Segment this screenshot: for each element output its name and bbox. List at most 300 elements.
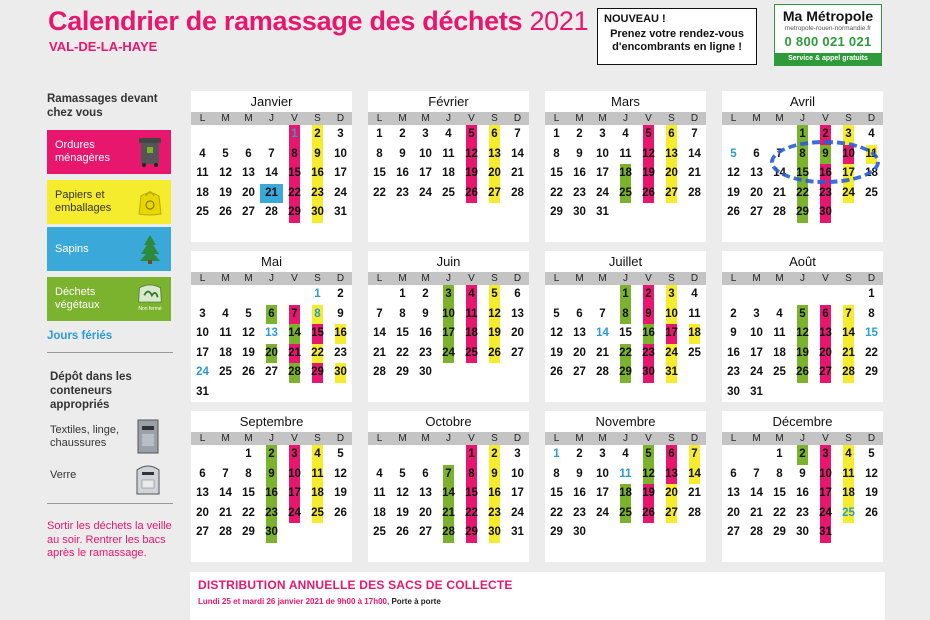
calendar-day: 2 [491, 448, 498, 460]
calendar-day: 10 [196, 327, 209, 339]
calendar-day: 26 [642, 506, 655, 519]
calendar-day: 18 [865, 167, 878, 179]
calendar-day: 26 [642, 186, 655, 199]
calendar-day: 31 [819, 526, 832, 538]
calendar-day: 2 [822, 128, 829, 140]
weekday-label: S [668, 113, 675, 124]
calendar-day: 2 [576, 448, 583, 460]
calendar-day: 7 [291, 307, 298, 320]
month-name: Octobre [425, 414, 472, 429]
tree-icon [133, 232, 167, 266]
weekday-label: M [752, 273, 761, 284]
weekday-label: D [336, 433, 345, 444]
calendar-day: 13 [819, 327, 832, 339]
calendar-day: 5 [730, 147, 737, 160]
weekday-label: V [645, 113, 652, 124]
calendar-day: 11 [196, 167, 209, 179]
collection-note: Sortir les déchets la veille au soir. Rentrer les bacs après le ramassage. [47, 520, 172, 559]
calendar-day: 16 [642, 327, 655, 339]
calendar-day: 22 [796, 186, 809, 199]
weekday-label: J [446, 113, 451, 124]
calendar-day: 4 [468, 288, 475, 300]
calendar-day: 27 [665, 506, 678, 519]
calendar-day: 20 [265, 346, 278, 359]
calendar-day: 23 [419, 346, 432, 359]
weekday-label: L [730, 433, 737, 444]
calendar-day: 21 [842, 346, 855, 359]
calendar-day: 26 [488, 346, 501, 359]
calendar-day: 27 [265, 366, 278, 378]
calendar-day: 6 [753, 147, 760, 160]
weekday-label: V [291, 273, 298, 284]
calendar-day: 5 [645, 128, 652, 140]
verre-label: Verre [50, 469, 77, 481]
calendar-day: 11 [842, 467, 855, 480]
calendar-day: 10 [596, 467, 609, 480]
calendar-day: 7 [691, 128, 698, 140]
calendar-day: 1 [399, 288, 406, 300]
calendar-day: 25 [465, 346, 478, 359]
month-juin [368, 251, 529, 402]
calendar-day: 10 [750, 327, 763, 339]
weekday-label: M [775, 433, 784, 444]
glass-container-icon [133, 460, 163, 501]
calendar-day: 21 [373, 346, 386, 359]
metropole-url: metropole-rouen-normandie.fr [784, 25, 872, 32]
calendar-day: 27 [242, 206, 255, 218]
calendar-day: 7 [268, 147, 275, 160]
weekday-header [722, 432, 883, 445]
calendar-day: 23 [796, 506, 809, 519]
calendar-day: 7 [514, 128, 521, 140]
calendar-day: 3 [337, 128, 344, 140]
calendar-day: 26 [242, 366, 255, 378]
calendar-day: 2 [730, 307, 737, 320]
calendar-day: 4 [376, 467, 383, 480]
calendar-day: 16 [727, 346, 740, 359]
calendar-day: 14 [596, 327, 609, 339]
month-octobre [368, 411, 529, 562]
calendar-day: 12 [550, 327, 563, 339]
calendar-day: 6 [245, 147, 252, 160]
calendar-day: 11 [442, 147, 455, 160]
calendar-day: 25 [373, 526, 386, 538]
calendar-day: 8 [799, 147, 806, 160]
calendar-day: 21 [688, 487, 701, 499]
calendar-day: 31 [196, 385, 209, 398]
calendar-day: 2 [268, 448, 275, 460]
calendar-day: 31 [665, 366, 678, 378]
weekday-label: D [336, 113, 345, 124]
day-grid [722, 285, 883, 402]
calendar-day: 9 [822, 147, 829, 160]
day-grid [722, 445, 883, 562]
weekday-header [368, 272, 529, 285]
weekday-label: J [623, 113, 628, 124]
calendar-day: 16 [311, 167, 324, 179]
weekday-label: L [376, 433, 383, 444]
calendar-day: 29 [288, 206, 301, 218]
calendar-day: 15 [242, 487, 255, 499]
calendar-day: 13 [727, 487, 740, 499]
calendar-day: 20 [419, 506, 432, 519]
month-name: Août [789, 254, 816, 269]
calendar-day: 24 [750, 366, 763, 378]
calendar-day: 31 [750, 385, 763, 398]
textile-container-icon [136, 418, 160, 459]
calendar-day: 27 [573, 366, 586, 378]
month-novembre [545, 411, 706, 562]
calendar-day: 22 [619, 346, 632, 359]
weekday-label: V [822, 433, 829, 444]
weekday-label: J [623, 273, 628, 284]
weekday-label: L [553, 273, 560, 284]
calendar-day: 2 [576, 128, 583, 140]
calendar-day: 24 [596, 186, 609, 199]
calendar-day: 18 [842, 487, 855, 499]
calendar-day: 15 [773, 487, 786, 499]
calendar-day: 30 [419, 366, 432, 378]
calendar-day: 12 [642, 147, 655, 160]
calendar-day: 10 [596, 147, 609, 160]
calendar-day: 25 [196, 206, 209, 218]
calendar-day: 29 [865, 366, 878, 378]
calendar-day: 8 [868, 307, 875, 320]
weekday-label: J [446, 433, 451, 444]
distribution-details [198, 597, 877, 606]
calendar-day: 5 [245, 307, 252, 320]
calendar-day: 24 [334, 186, 347, 199]
calendar-day: 22 [373, 186, 386, 199]
calendar-day: 12 [796, 327, 809, 339]
calendar-day: 27 [665, 186, 678, 199]
weekday-label: L [199, 273, 206, 284]
calendar-day: 3 [753, 307, 760, 320]
weekday-label: M [398, 433, 407, 444]
calendar-day: 12 [334, 467, 347, 480]
calendar-day: 1 [553, 448, 560, 460]
calendar-day: 2 [337, 288, 344, 300]
calendar-day: 19 [465, 167, 478, 179]
calendar-day: 2 [314, 128, 321, 140]
month-name: Septembre [239, 414, 304, 429]
calendar-day: 8 [622, 307, 629, 320]
calendar-day: 28 [596, 366, 609, 378]
calendar-day: 1 [376, 128, 383, 140]
calendar-day: 19 [334, 487, 347, 499]
calendar-day: 22 [865, 346, 878, 359]
calendar-day: 21 [773, 186, 786, 199]
calendar-day: 21 [288, 346, 301, 359]
calendar-day: 21 [219, 506, 232, 519]
calendar-day: 15 [288, 167, 301, 179]
calendar-day: 19 [396, 506, 409, 519]
calendar-day: 21 [511, 167, 524, 179]
calendar-day: 24 [288, 506, 301, 519]
metropole-phone: 0 800 021 021 [784, 34, 872, 49]
calendar-day: 22 [396, 346, 409, 359]
weekday-label: S [845, 113, 852, 124]
calendar-day: 8 [553, 147, 560, 160]
calendar-day: 5 [799, 307, 806, 320]
calendar-day: 16 [265, 487, 278, 499]
calendar-day: 7 [691, 448, 698, 460]
title-text: Calendrier de ramassage des déchets [48, 6, 523, 36]
weekday-header [191, 432, 352, 445]
calendar-day: 23 [334, 346, 347, 359]
calendar-day: 19 [727, 186, 740, 199]
calendar-day: 3 [599, 128, 606, 140]
calendar-day: 9 [337, 307, 344, 320]
calendar-day: 10 [842, 147, 855, 160]
distribution-dates: Lundi 25 et mardi 26 janvier 2021 de 9h00 à 17h00, [198, 597, 390, 606]
weekday-label: D [867, 113, 876, 124]
weekday-label: M [575, 273, 584, 284]
weekday-header [368, 432, 529, 445]
weekday-label: V [822, 273, 829, 284]
calendar-day: 7 [845, 307, 852, 320]
calendar-day: 30 [573, 206, 586, 218]
weekday-label: J [269, 113, 274, 124]
weekday-label: M [752, 113, 761, 124]
calendar-day: 15 [396, 327, 409, 339]
calendar-day: 12 [727, 167, 740, 179]
calendar-day: 11 [773, 327, 786, 339]
month-name: Juillet [608, 254, 643, 269]
calendar-day: 27 [488, 186, 501, 199]
calendar-day: 1 [868, 288, 875, 300]
calendar-day: 19 [242, 346, 255, 359]
calendar-day: 4 [199, 147, 206, 160]
weekday-label: M [752, 433, 761, 444]
calendar-day: 14 [265, 167, 278, 179]
calendar-day: 29 [311, 366, 324, 378]
calendar-day: 13 [265, 327, 278, 339]
calendar-day: 2 [645, 288, 652, 300]
calendar-day: 25 [311, 506, 324, 519]
calendar-day: 5 [468, 128, 475, 140]
calendar-day: 24 [511, 506, 524, 519]
calendar-day: 27 [727, 526, 740, 538]
calendar-day: 24 [419, 186, 432, 199]
calendar-day: 19 [488, 327, 501, 339]
calendar-day: 9 [422, 307, 429, 320]
calendar-day: 13 [665, 467, 678, 480]
calendar-day: 16 [396, 167, 409, 179]
calendar-day: 3 [845, 128, 852, 140]
weekday-label: J [269, 273, 274, 284]
calendar-day: 4 [445, 128, 452, 140]
calendar-day: 25 [688, 346, 701, 359]
legend-om-label: Ordures ménagères [55, 139, 111, 164]
weekday-label: M [421, 273, 430, 284]
month-name: Novembre [595, 414, 656, 429]
legend-pap-label: Papiers et emballages [55, 189, 112, 214]
calendar-day: 14 [373, 327, 386, 339]
weekday-label: M [421, 433, 430, 444]
calendar-day: 8 [468, 467, 475, 480]
calendar-day: 17 [819, 487, 832, 499]
calendar-day: 30 [311, 206, 324, 218]
month-name: Mai [261, 254, 282, 269]
calendar-day: 22 [550, 506, 563, 519]
calendar-day: 11 [619, 147, 632, 160]
calendar-day: 20 [750, 186, 763, 199]
calendar-day: 5 [868, 448, 875, 460]
hand-drawn-circle [770, 140, 880, 184]
day-grid [191, 445, 352, 562]
calendar-day: 30 [573, 526, 586, 538]
calendar-day: 29 [550, 206, 563, 218]
calendar-day: 15 [865, 327, 878, 339]
calendar-day: 15 [796, 167, 809, 179]
calendar-day: 17 [596, 167, 609, 179]
calendar-day: 6 [199, 467, 206, 480]
calendar-day: 21 [442, 506, 455, 519]
calendar-day: 17 [596, 487, 609, 499]
weekday-label: M [398, 113, 407, 124]
calendar-day: 4 [845, 448, 852, 460]
calendar-day: 22 [773, 506, 786, 519]
calendar-day: 26 [727, 206, 740, 218]
calendar-day: 12 [396, 487, 409, 499]
calendar-day: 16 [573, 487, 586, 499]
day-grid [545, 445, 706, 562]
calendar-day: 12 [219, 167, 232, 179]
calendar-day: 6 [668, 128, 675, 140]
calendar-day: 17 [334, 167, 347, 179]
calendar-day: 16 [573, 167, 586, 179]
calendar-day: 8 [376, 147, 383, 160]
calendar-day: 3 [514, 448, 521, 460]
weekday-header [545, 112, 706, 125]
distribution-box [190, 572, 885, 620]
calendar-day: 31 [334, 206, 347, 218]
calendar-day: 3 [291, 448, 298, 460]
weekday-label: J [800, 273, 805, 284]
calendar-day: 9 [491, 467, 498, 480]
calendar-day: 15 [465, 487, 478, 499]
month-name: Décembre [772, 414, 833, 429]
weekday-header [545, 432, 706, 445]
calendar-day: 8 [399, 307, 406, 320]
calendar-day: 13 [750, 167, 763, 179]
weekday-label: V [645, 273, 652, 284]
calendar-day: 18 [619, 487, 632, 499]
weekday-label: D [513, 433, 522, 444]
calendar-day: 3 [422, 128, 429, 140]
calendar-day: 21 [596, 346, 609, 359]
calendar-day: 5 [645, 448, 652, 460]
calendar-day: 26 [465, 186, 478, 199]
calendar-day: 3 [599, 448, 606, 460]
weekday-label: S [314, 273, 321, 284]
calendar-day: 9 [268, 467, 275, 480]
weekday-label: L [199, 433, 206, 444]
calendar-day: 18 [196, 186, 209, 199]
weekday-label: M [421, 113, 430, 124]
calendar-day: 10 [819, 467, 832, 480]
weekday-label: M [221, 433, 230, 444]
calendar-day: 16 [819, 167, 832, 179]
calendar-day: 10 [334, 147, 347, 160]
day-grid [191, 125, 352, 242]
calendar-day: 20 [488, 167, 501, 179]
day-grid [368, 445, 529, 562]
calendar-day: 30 [819, 206, 832, 218]
metropole-logo [774, 4, 882, 66]
weekday-label: D [867, 273, 876, 284]
calendar-day: 7 [753, 467, 760, 480]
calendar-day: 13 [242, 167, 255, 179]
calendar-day: 24 [442, 346, 455, 359]
news-heading: NOUVEAU ! [604, 13, 666, 25]
metropole-name: Ma Métropole [782, 8, 874, 24]
weekday-label: L [730, 113, 737, 124]
weekday-label: S [314, 433, 321, 444]
calendar-day: 19 [796, 346, 809, 359]
legend-sapins [47, 227, 171, 271]
calendar-day: 23 [573, 506, 586, 519]
calendar-day: 21 [260, 184, 283, 204]
calendar-day: 16 [334, 327, 347, 339]
calendar-day: 4 [222, 307, 229, 320]
calendar-day: 26 [396, 526, 409, 538]
calendar-day: 29 [396, 366, 409, 378]
weekday-label: M [598, 113, 607, 124]
calendar-day: 28 [442, 526, 455, 538]
calendar-day: 20 [665, 167, 678, 179]
weekday-label: M [775, 273, 784, 284]
weekday-label: S [491, 273, 498, 284]
calendar-day: 3 [199, 307, 206, 320]
calendar-day: 22 [288, 186, 301, 199]
weekday-label: S [491, 433, 498, 444]
calendar-day: 2 [422, 288, 429, 300]
calendar-day: 1 [291, 128, 298, 140]
calendar-day: 18 [442, 167, 455, 179]
calendar-day: 26 [334, 506, 347, 519]
weekday-label: J [446, 273, 451, 284]
calendar-day: 12 [865, 467, 878, 480]
weekday-label: V [291, 113, 298, 124]
calendar-day: 15 [550, 167, 563, 179]
calendar-day: 7 [776, 147, 783, 160]
weekday-label: J [269, 433, 274, 444]
calendar-day: 4 [622, 128, 629, 140]
weekday-label: D [690, 433, 699, 444]
calendar-day: 24 [842, 186, 855, 199]
month-mars [545, 91, 706, 242]
calendar-day: 26 [796, 366, 809, 378]
calendar-day: 5 [553, 307, 560, 320]
calendar-day: 18 [773, 346, 786, 359]
calendar-day: 6 [422, 467, 429, 480]
calendar-day: 27 [419, 526, 432, 538]
calendar-day: 24 [596, 506, 609, 519]
month-décembre [722, 411, 883, 562]
month-février [368, 91, 529, 242]
weekday-label: M [221, 273, 230, 284]
calendar-day: 11 [311, 467, 324, 480]
calendar-day: 4 [776, 307, 783, 320]
calendar-day: 29 [773, 526, 786, 538]
calendar-day: 10 [288, 467, 301, 480]
calendar-day: 25 [619, 186, 632, 199]
calendar-day: 5 [491, 288, 498, 300]
weekday-label: S [668, 433, 675, 444]
calendar-day: 20 [242, 186, 255, 199]
